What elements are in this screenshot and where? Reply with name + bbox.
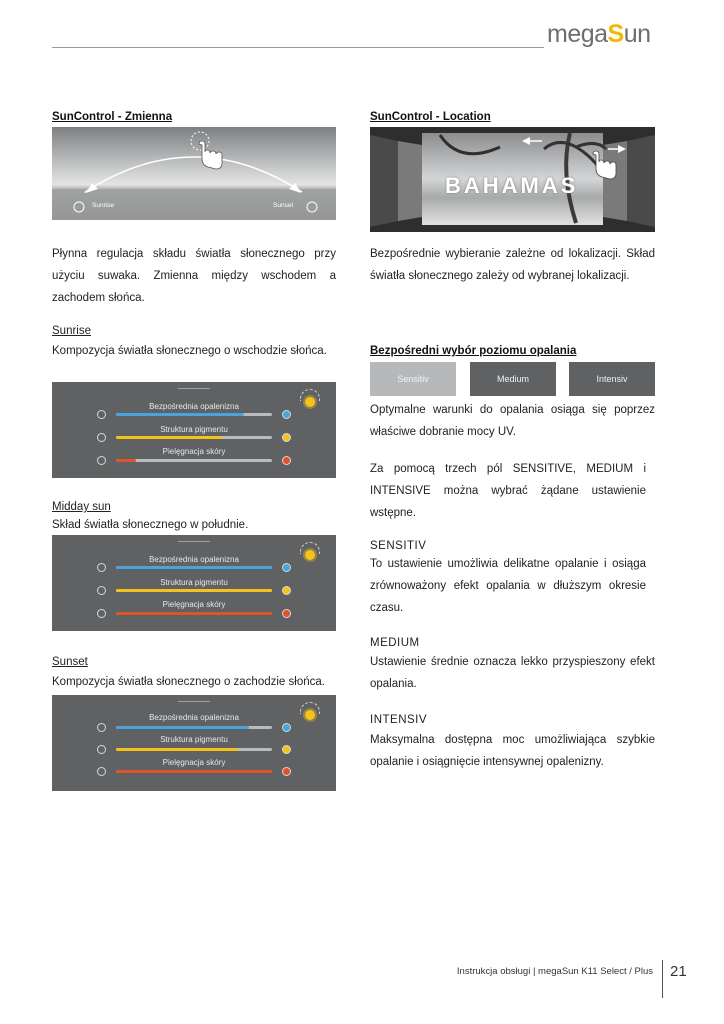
pigment-slider-fill (116, 589, 272, 592)
tan-slider[interactable] (116, 726, 272, 729)
tan-slider[interactable] (116, 566, 272, 569)
sunrise-tag: Sunrise (92, 202, 115, 209)
sunrise-panel (52, 382, 336, 478)
skin-slider-fill (116, 770, 272, 773)
medium-description: Ustawienie średnie oznacza lekko przyspieszony efekt opalania. (370, 656, 655, 690)
footer-text: Instrukcja obsługi | megaSun K11 Select / Plus (456, 966, 653, 977)
sensitiv-title: SENSITIV (370, 540, 427, 552)
sunset-description: Kompozycja światła słonecznego o zachodzie słońca. (52, 676, 325, 688)
pigment-label: Struktura pigmentu (160, 425, 228, 434)
sunrise-description: Kompozycja światła słonecznego o wschodzie słońca. (52, 345, 327, 357)
tan-label: Bezpośrednia opalenizna (149, 555, 239, 564)
intensiv-description: Maksymalna dostępna moc umożliwiająca szybkie opalanie i osiągnięcie intensywnej opalenizny. (370, 734, 655, 768)
sun-icon (305, 550, 315, 560)
skin-label: Pielęgnacja skóry (162, 758, 226, 767)
tan-slider-fill (116, 566, 272, 569)
panel-handle[interactable] (178, 541, 210, 542)
sensitiv-button[interactable]: Sensitiv (370, 362, 456, 396)
zmienna-image (52, 127, 336, 220)
pigment-max-icon (282, 745, 291, 754)
skin-max-icon (282, 609, 291, 618)
location-description: Bezpośrednie wybieranie zależne od lokalizacji. Skład światła słonecznego zależy od wybranej lokalizacji. (370, 248, 655, 282)
intensiv-button[interactable]: Intensiv (569, 362, 655, 396)
skin-min-icon (97, 456, 106, 465)
sun-icon (305, 710, 315, 720)
sensitiv-description: To ustawienie umożliwia delikatne opalanie i osiąga zrównoważony efekt opalania w dłuższym okresie czasu. (370, 558, 646, 614)
tan-slider[interactable] (116, 413, 272, 416)
tan-slider-fill (116, 413, 244, 416)
midday-title: Midday sun (52, 501, 111, 513)
pigment-slider-fill (116, 748, 238, 751)
pigment-slider[interactable] (116, 589, 272, 592)
medium-title: MEDIUM (370, 637, 420, 649)
footer-divider (662, 960, 663, 998)
tan-min-icon (97, 410, 106, 419)
tan-max-icon (282, 410, 291, 419)
tan-slider-fill (116, 726, 249, 729)
skin-label: Pielęgnacja skóry (162, 600, 226, 609)
megasun-logo: megaSun (547, 20, 651, 48)
tan-label: Bezpośrednia opalenizna (149, 402, 239, 411)
page-number: 21 (670, 963, 687, 980)
location-heading: SunControl - Location (370, 111, 491, 123)
skin-max-icon (282, 456, 291, 465)
skin-slider-fill (116, 459, 136, 462)
midday-panel (52, 535, 336, 631)
tan-max-icon (282, 563, 291, 572)
panel-handle[interactable] (178, 388, 210, 389)
level-presets-text: Za pomocą trzech pól SENSITIVE, MEDIUM i INTENSIVE można wybrać żądane ustawienie wstępne. (370, 463, 646, 519)
pigment-max-icon (282, 586, 291, 595)
pigment-max-icon (282, 433, 291, 442)
bahamas-word: BAHAMAS (445, 173, 579, 198)
sun-icon (305, 397, 315, 407)
pigment-label: Struktura pigmentu (160, 735, 228, 744)
pigment-slider[interactable] (116, 436, 272, 439)
skin-slider[interactable] (116, 612, 272, 615)
header-rule (52, 47, 544, 48)
tan-min-icon (97, 563, 106, 572)
tan-min-icon (97, 723, 106, 732)
level-heading: Bezpośredni wybór poziomu opalania (370, 345, 577, 357)
skin-min-icon (97, 767, 106, 776)
pigment-label: Struktura pigmentu (160, 578, 228, 587)
sunset-tag: Sunset (273, 202, 294, 209)
pigment-slider[interactable] (116, 748, 272, 751)
zmienna-heading: SunControl - Zmienna (52, 111, 173, 123)
zmienna-description: Płynna regulacja składu światła słonecznego przy użyciu suwaka. Zmienna między wschodem a zachodem słońca. (52, 248, 336, 304)
pigment-min-icon (97, 586, 106, 595)
skin-slider[interactable] (116, 459, 272, 462)
sunset-title: Sunset (52, 656, 88, 668)
skin-label: Pielęgnacja skóry (162, 447, 226, 456)
skin-max-icon (282, 767, 291, 776)
pigment-min-icon (97, 745, 106, 754)
pigment-min-icon (97, 433, 106, 442)
skin-slider-fill (116, 612, 272, 615)
pigment-slider-fill (116, 436, 222, 439)
intensiv-title: INTENSIV (370, 714, 428, 726)
tan-max-icon (282, 723, 291, 732)
level-intro: Optymalne warunki do opalania osiąga się poprzez właściwe dobranie mocy UV. (370, 404, 655, 438)
sunset-panel (52, 695, 336, 791)
medium-button[interactable]: Medium (470, 362, 556, 396)
location-image (370, 127, 655, 232)
sunrise-title: Sunrise (52, 325, 91, 337)
panel-handle[interactable] (178, 701, 210, 702)
tan-label: Bezpośrednia opalenizna (149, 713, 239, 722)
midday-description: Skład światła słonecznego w południe. (52, 519, 249, 531)
skin-slider[interactable] (116, 770, 272, 773)
skin-min-icon (97, 609, 106, 618)
